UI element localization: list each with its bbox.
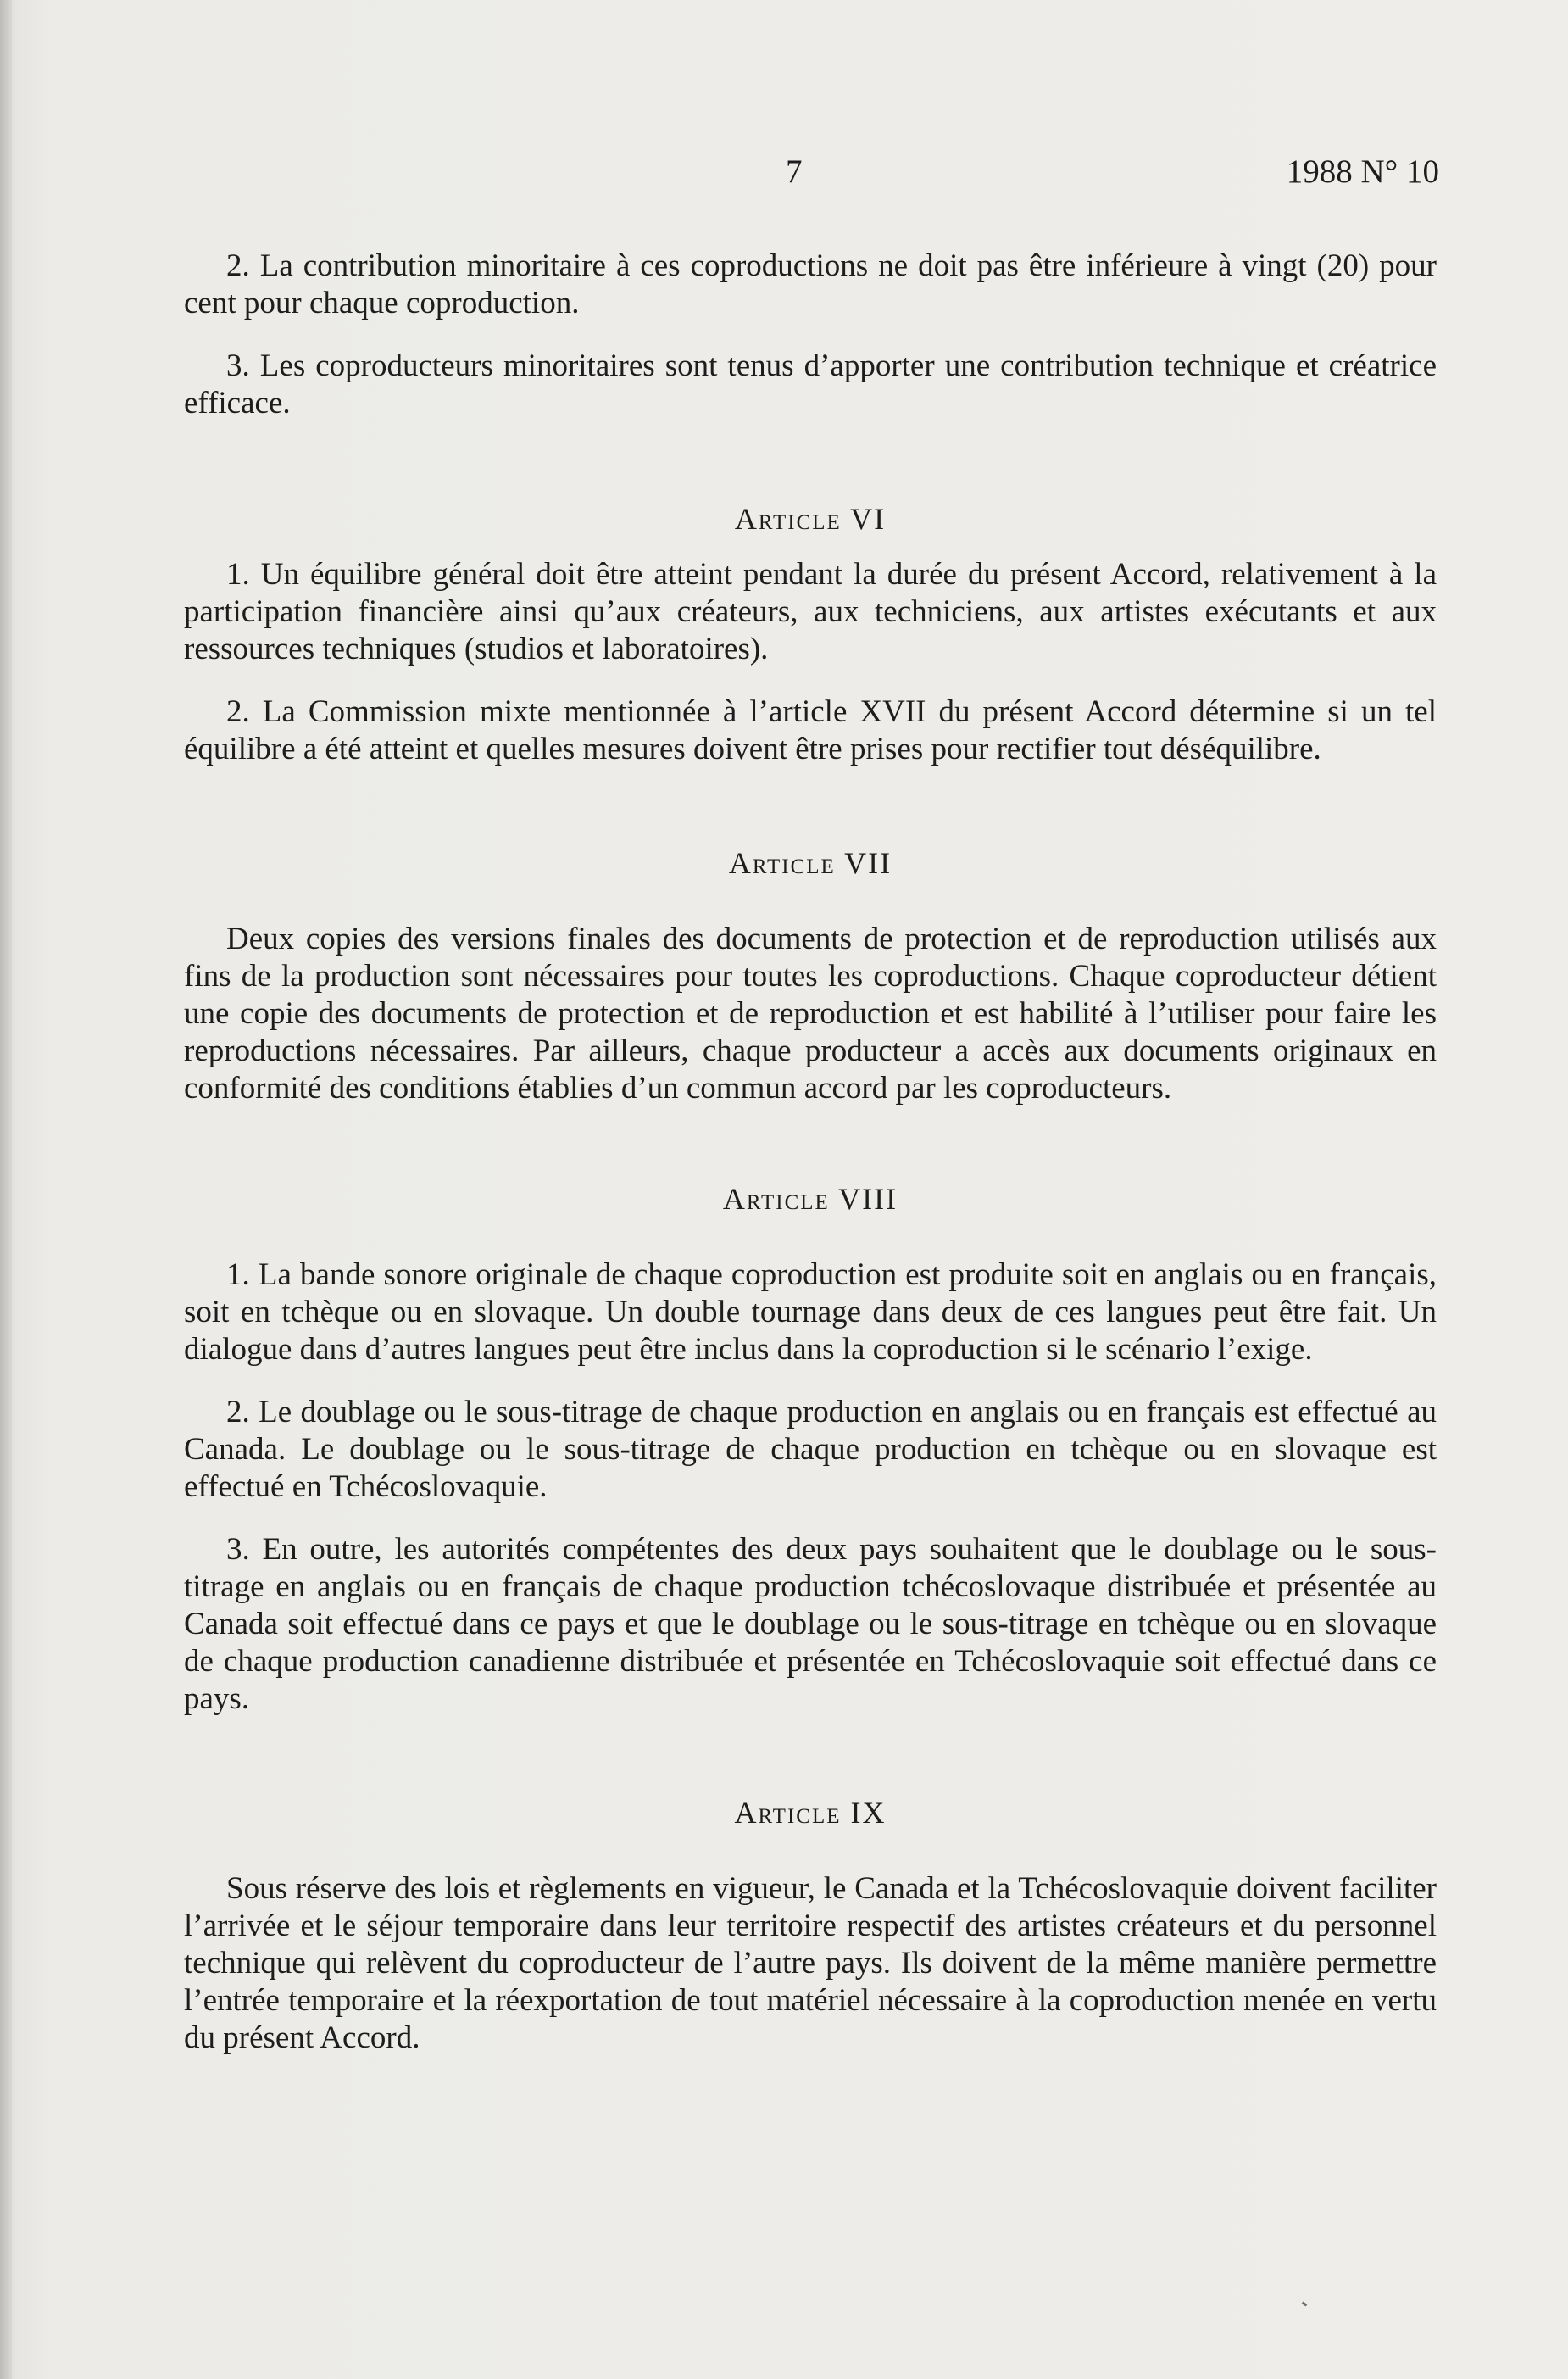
document-body [184,248,1437,2057]
scan-speck [1302,2302,1308,2307]
heading-article-ix: Article IX [734,1796,887,1830]
issue-number: 1988 N° 10 [1286,153,1439,190]
paragraph-art7: Deux copies des versions finales des documents de protection et de reproduction utilisés aux fins de la production sont nécessaires pour toutes les coproductions. Chaque coproducteur détient une copie des documents de protection et de reproduction et est habilité à l’utiliser pour faire les reproductions nécessaires. Par ailleurs, chaque producteur a accès aux documents originaux en conformité des conditions établies d’un commun accord par les coproducteurs. [184,922,1437,1106]
paragraph-art5-3: 3. Les coproducteurs minoritaires sont tenus d’apporter une contribution technique et créatrice efficace. [184,348,1437,421]
paragraph-art6-1: 1. Un équilibre général doit être atteint pendant la durée du présent Accord, relativement à la participation financière ainsi qu’aux créateurs, aux techniciens, aux artistes exécutants et aux ressources techniques (studios et laboratoires). [184,557,1437,666]
page-fold-shadow [0,0,12,2379]
paragraph-art8-3: 3. En outre, les autorités compétentes des deux pays souhaitent que le doublage ou le sous-titrage en anglais ou en français de chaque production tchécoslovaque distribuée et présentée au Canada soit effectué dans ce pays et que le doublage ou le sous-titrage en tchèque ou en slovaque de chaque production canadienne distribuée et présentée en Tchécoslovaquie soit effectué dans ce pays. [184,1532,1437,1716]
heading-article-vii: Article VII [728,846,892,880]
paragraph-art9: Sous réserve des lois et règlements en vigueur, le Canada et la Tchécoslovaquie doivent faciliter l’arrivée et le séjour temporaire dans leur territoire respectif des artistes créateurs et du personnel technique qui relèvent du coproducteur de l’autre pays. Ils doivent de la même manière permettre l’entrée temporaire et la réexportation de tout matériel nécessaire à la coproduction menée en vertu du présent Accord. [184,1871,1437,2055]
paragraph-art5-2: 2. La contribution minoritaire à ces coproductions ne doit pas être inférieure à vingt (20) pour cent pour chaque coproduction. [184,248,1437,320]
page-header [0,153,1568,203]
paragraph-art8-1: 1. La bande sonore originale de chaque coproduction est produite soit en anglais ou en français, soit en tchèque ou en slovaque. Un double tournage dans deux de ces langues peut être fait. Un dialogue dans d’autres langues peut être inclus dans la coproduction si le scénario l’exige. [184,1257,1437,1367]
paragraph-art6-2: 2. La Commission mixte mentionnée à l’article XVII du présent Accord détermine si un tel équilibre a été atteint et quelles mesures doivent être prises pour rectifier tout déséquilibre. [184,694,1437,766]
heading-article-vi: Article VI [734,502,887,536]
heading-article-viii: Article VIII [722,1182,898,1216]
page-number: 7 [786,153,803,190]
paragraph-art8-2: 2. Le doublage ou le sous-titrage de chaque production en anglais ou en français est effectué au Canada. Le doublage ou le sous-titrage de chaque production en tchèque ou en slovaque est effectué en Tchécoslovaquie. [184,1395,1437,1504]
